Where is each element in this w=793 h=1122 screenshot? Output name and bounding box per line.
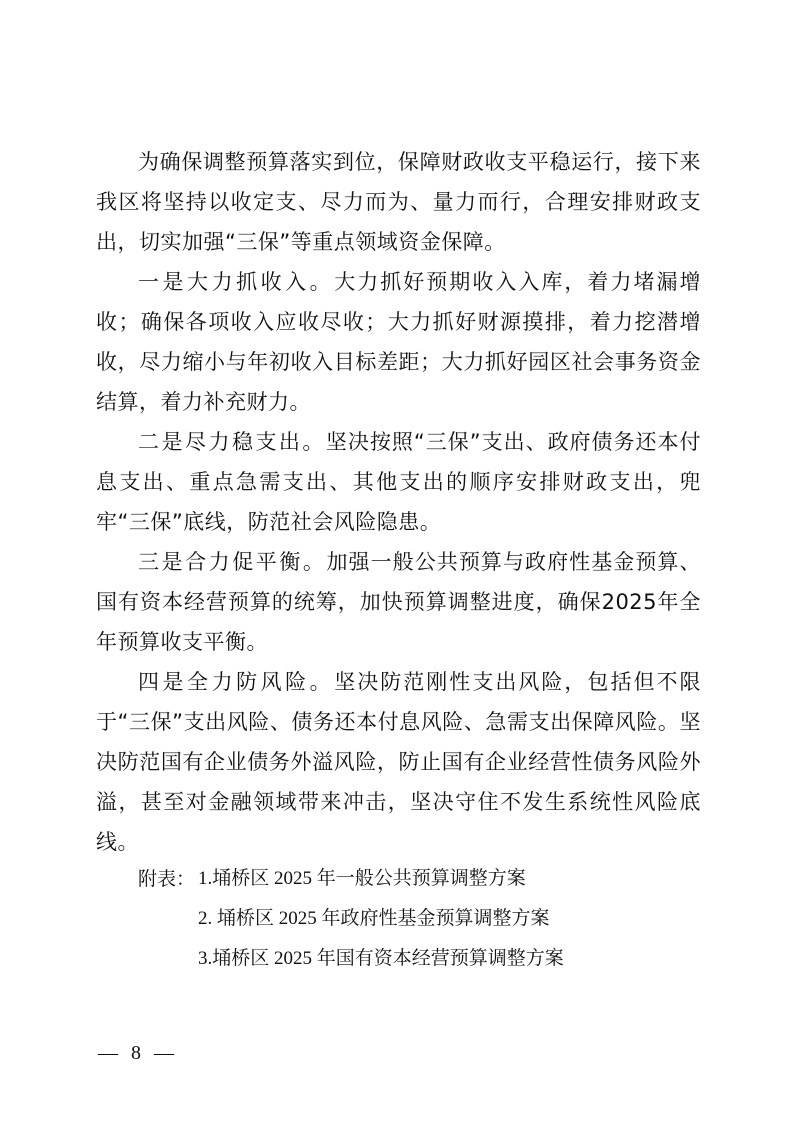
measure-paragraph-balance — [96, 542, 701, 662]
attachments-label: 附表： — [138, 868, 196, 890]
measure-lead-balance: 三是合力促平衡。 — [138, 550, 327, 574]
intro-paragraph: 为确保调整预算落实到位，保障财政收支平稳运行，接下来我区将坚持以收定支、尽力而为、量力而行，合理安排财政支出，切实加强“三保”等重点领域资金保障。 — [96, 150, 701, 254]
measure-paragraph-revenue — [96, 262, 701, 422]
measure-lead-risk: 四是全力防风险。 — [138, 670, 335, 694]
measure-paragraph-risk — [96, 662, 701, 862]
measure-lead-revenue: 一是大力抓收入。 — [138, 270, 335, 294]
page-number: — 8 — — [98, 1042, 178, 1064]
measure-text-revenue: 大力抓好预期收入入库，着力堵漏增收；确保各项收入应收尽收；大力抓好财源摸排，着力挖潜增收，尽力缩小与年初收入目标差距；大力抓好园区社会事务资金结算，着力补充财力。 — [96, 270, 702, 414]
measure-text-balance: 加强一般公共预算与政府性基金预算、国有资本经营预算的统筹，加快预算调整进度，确保2025年全年预算收支平衡。 — [96, 550, 701, 654]
attachment-item: 2. 埇桥区 2025 年政府性基金预算调整方案 — [198, 908, 550, 929]
measure-lead-expenditure: 二是尽力稳支出。 — [138, 430, 326, 454]
attachment-item: 3.埇桥区 2025 年国有资本经营预算调整方案 — [198, 948, 564, 969]
measure-text-risk: 坚决防范刚性支出风险，包括但不限于“三保”支出风险、债务还本付息风险、急需支出保障风险。坚决防范国有企业债务外溢风险，防止国有企业经营性债务风险外溢，甚至对金融领域带来冲击，坚决守住不发生系统性风险底线。 — [96, 670, 702, 854]
attachment-item: 1.埇桥区 2025 年一般公共预算调整方案 — [198, 868, 526, 889]
measure-text-expenditure: 坚决按照“三保”支出、政府债务还本付息支出、重点急需支出、其他支出的顺序安排财政支出，兜牢“三保”底线，防范社会风险隐患。 — [96, 430, 701, 534]
measure-paragraph-expenditure — [96, 422, 701, 542]
